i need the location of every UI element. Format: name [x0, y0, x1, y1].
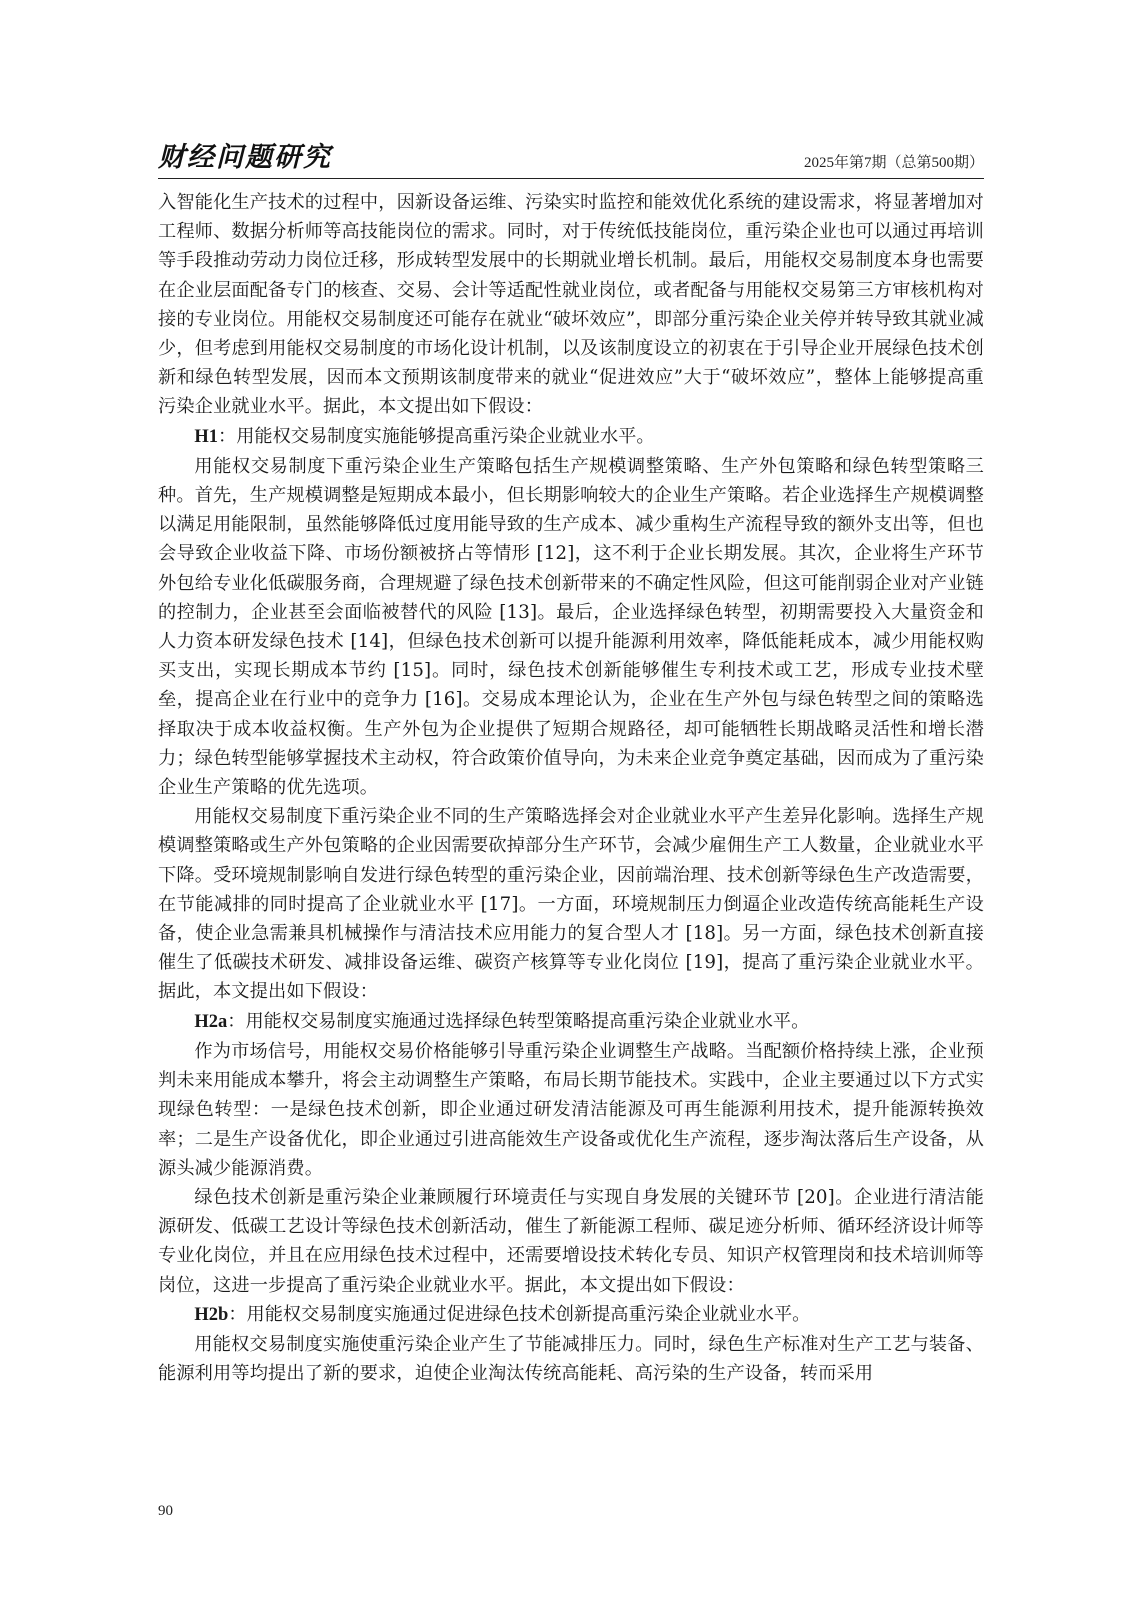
hypothesis-text: ：用能权交易制度实施通过选择绿色转型策略提高重污染企业就业水平。 [227, 1010, 810, 1032]
running-header [158, 138, 984, 179]
body-text [158, 188, 984, 1388]
paragraph: 用能权交易制度实施使重污染企业产生了节能减排压力。同时，绿色生产标准对生产工艺与装备、能源利用等均提出了新的要求，迫使企业淘汰传统高能耗、高污染的生产设备，转而采用 [158, 1333, 984, 1385]
hypothesis-text: ：用能权交易制度实施能够提高重污染企业就业水平。 [218, 425, 655, 447]
paragraph: 绿色技术创新是重污染企业兼顾履行环境责任与实现自身发展的关键环节 [20]。企业进行清洁能源研发、低碳工艺设计等绿色技术创新活动，催生了新能源工程师、碳足迹分析师、循环经济设计师等专业化岗位，并且在应用绿色技术过程中，还需要增设技术转化专员、知识产权管理岗和技术培训师等岗位，这进一步提高了重污染企业就业水平。据此，本文提出如下假设： [158, 1186, 984, 1296]
hypothesis-text: ：用能权交易制度实施通过促进绿色技术创新提高重污染企业就业水平。 [228, 1303, 811, 1325]
issue-info: 2025年第7期（总第500期） [803, 155, 984, 171]
journal-title: 财经问题研究 [158, 142, 332, 173]
paragraph: 用能权交易制度下重污染企业不同的生产策略选择会对企业就业水平产生差异化影响。选择生产规模调整策略或生产外包策略的企业因需要砍掉部分生产环节，会减少雇佣生产工人数量，企业就业水平下降。受环境规制影响自发进行绿色转型的重污染企业，因前端治理、技术创新等绿色生产改造需要，在节能减排的同时提高了企业就业水平 [17]。一方面，环境规制压力倒逼企业改造传统高能耗生产设备，使企业急需兼具机械操作与清洁技术应用能力的复合型人才 [18]。另一方面，绿色技术创新直接催生了低碳技术研发、减排设备运维、碳资产核算等专业化岗位 [19]，提高了重污染企业就业水平。据此，本文提出如下假设： [158, 806, 984, 1003]
hypothesis-label: H2a [194, 1011, 228, 1032]
paragraph: 入智能化生产技术的过程中，因新设备运维、污染实时监控和能效优化系统的建设需求，将显著增加对工程师、数据分析师等高技能岗位的需求。同时，对于传统低技能岗位，重污染企业也可以通过再培训等手段推动劳动力岗位迁移，形成转型发展中的长期就业增长机制。最后，用能权交易制度本身也需要在企业层面配备专门的核查、交易、会计等适配性就业岗位，或者配备与用能权交易第三方审核机构对接的专业岗位。用能权交易制度还可能存在就业“破坏效应”，即部分重污染企业关停并转导致其就业减少，但考虑到用能权交易制度的市场化设计机制，以及该制度设立的初衷在于引导企业开展绿色技术创新和绿色转型发展，因而本文预期该制度带来的就业“促进效应”大于“破坏效应”，整体上能够提高重污染企业就业水平。据此，本文提出如下假设： [158, 192, 984, 418]
paragraph: 用能权交易制度下重污染企业生产策略包括生产规模调整策略、生产外包策略和绿色转型策略三种。首先，生产规模调整是短期成本最小，但长期影响较大的企业生产策略。若企业选择生产规模调整以满足用能限制，虽然能够降低过度用能导致的生产成本、减少重构生产流程导致的额外支出等，但也会导致企业收益下降、市场份额被挤占等情形 [12]，这不利于企业长期发展。其次，企业将生产环节外包给专业化低碳服务商，合理规避了绿色技术创新带来的不确定性风险，但这可能削弱企业对产业链的控制力，企业甚至会面临被替代的风险 [13]。最后，企业选择绿色转型，初期需要投入大量资金和人力资本研发绿色技术 [14]，但绿色技术创新可以提升能源利用效率，降低能耗成本，减少用能权购买支出，实现长期成本节约 [15]。同时，绿色技术创新能够催生专利技术或工艺，形成专业技术壁垒，提高企业在行业中的竞争力 [16]。交易成本理论认为，企业在生产外包与绿色转型之间的策略选择取决于成本收益权衡。生产外包为企业提供了短期合规路径，却可能牺牲长期战略灵活性和增长潜力；绿色转型能够掌握技术主动权，符合政策价值导向，为未来企业竞争奠定基础，因而成为了重污染企业生产策略的优先选项。 [158, 455, 984, 799]
page-number: 90 [158, 1503, 173, 1519]
hypothesis-label: H1 [194, 426, 219, 447]
paragraph: 作为市场信号，用能权交易价格能够引导重污染企业调整生产战略。当配额价格持续上涨，企业预判未来用能成本攀升，将会主动调整生产策略，布局长期节能技术。实践中，企业主要通过以下方式实现绿色转型：一是绿色技术创新，即企业通过研发清洁能源及可再生能源利用技术，提升能源转换效率；二是生产设备优化，即企业通过引进高能效生产设备或优化生产流程，逐步淘汰落后生产设备，从源头减少能源消费。 [158, 1040, 984, 1179]
hypothesis-label: H2b [194, 1304, 229, 1325]
hypothesis-h2a [158, 1007, 984, 1037]
hypothesis-h1 [158, 422, 984, 452]
hypothesis-h2b [158, 1300, 984, 1330]
